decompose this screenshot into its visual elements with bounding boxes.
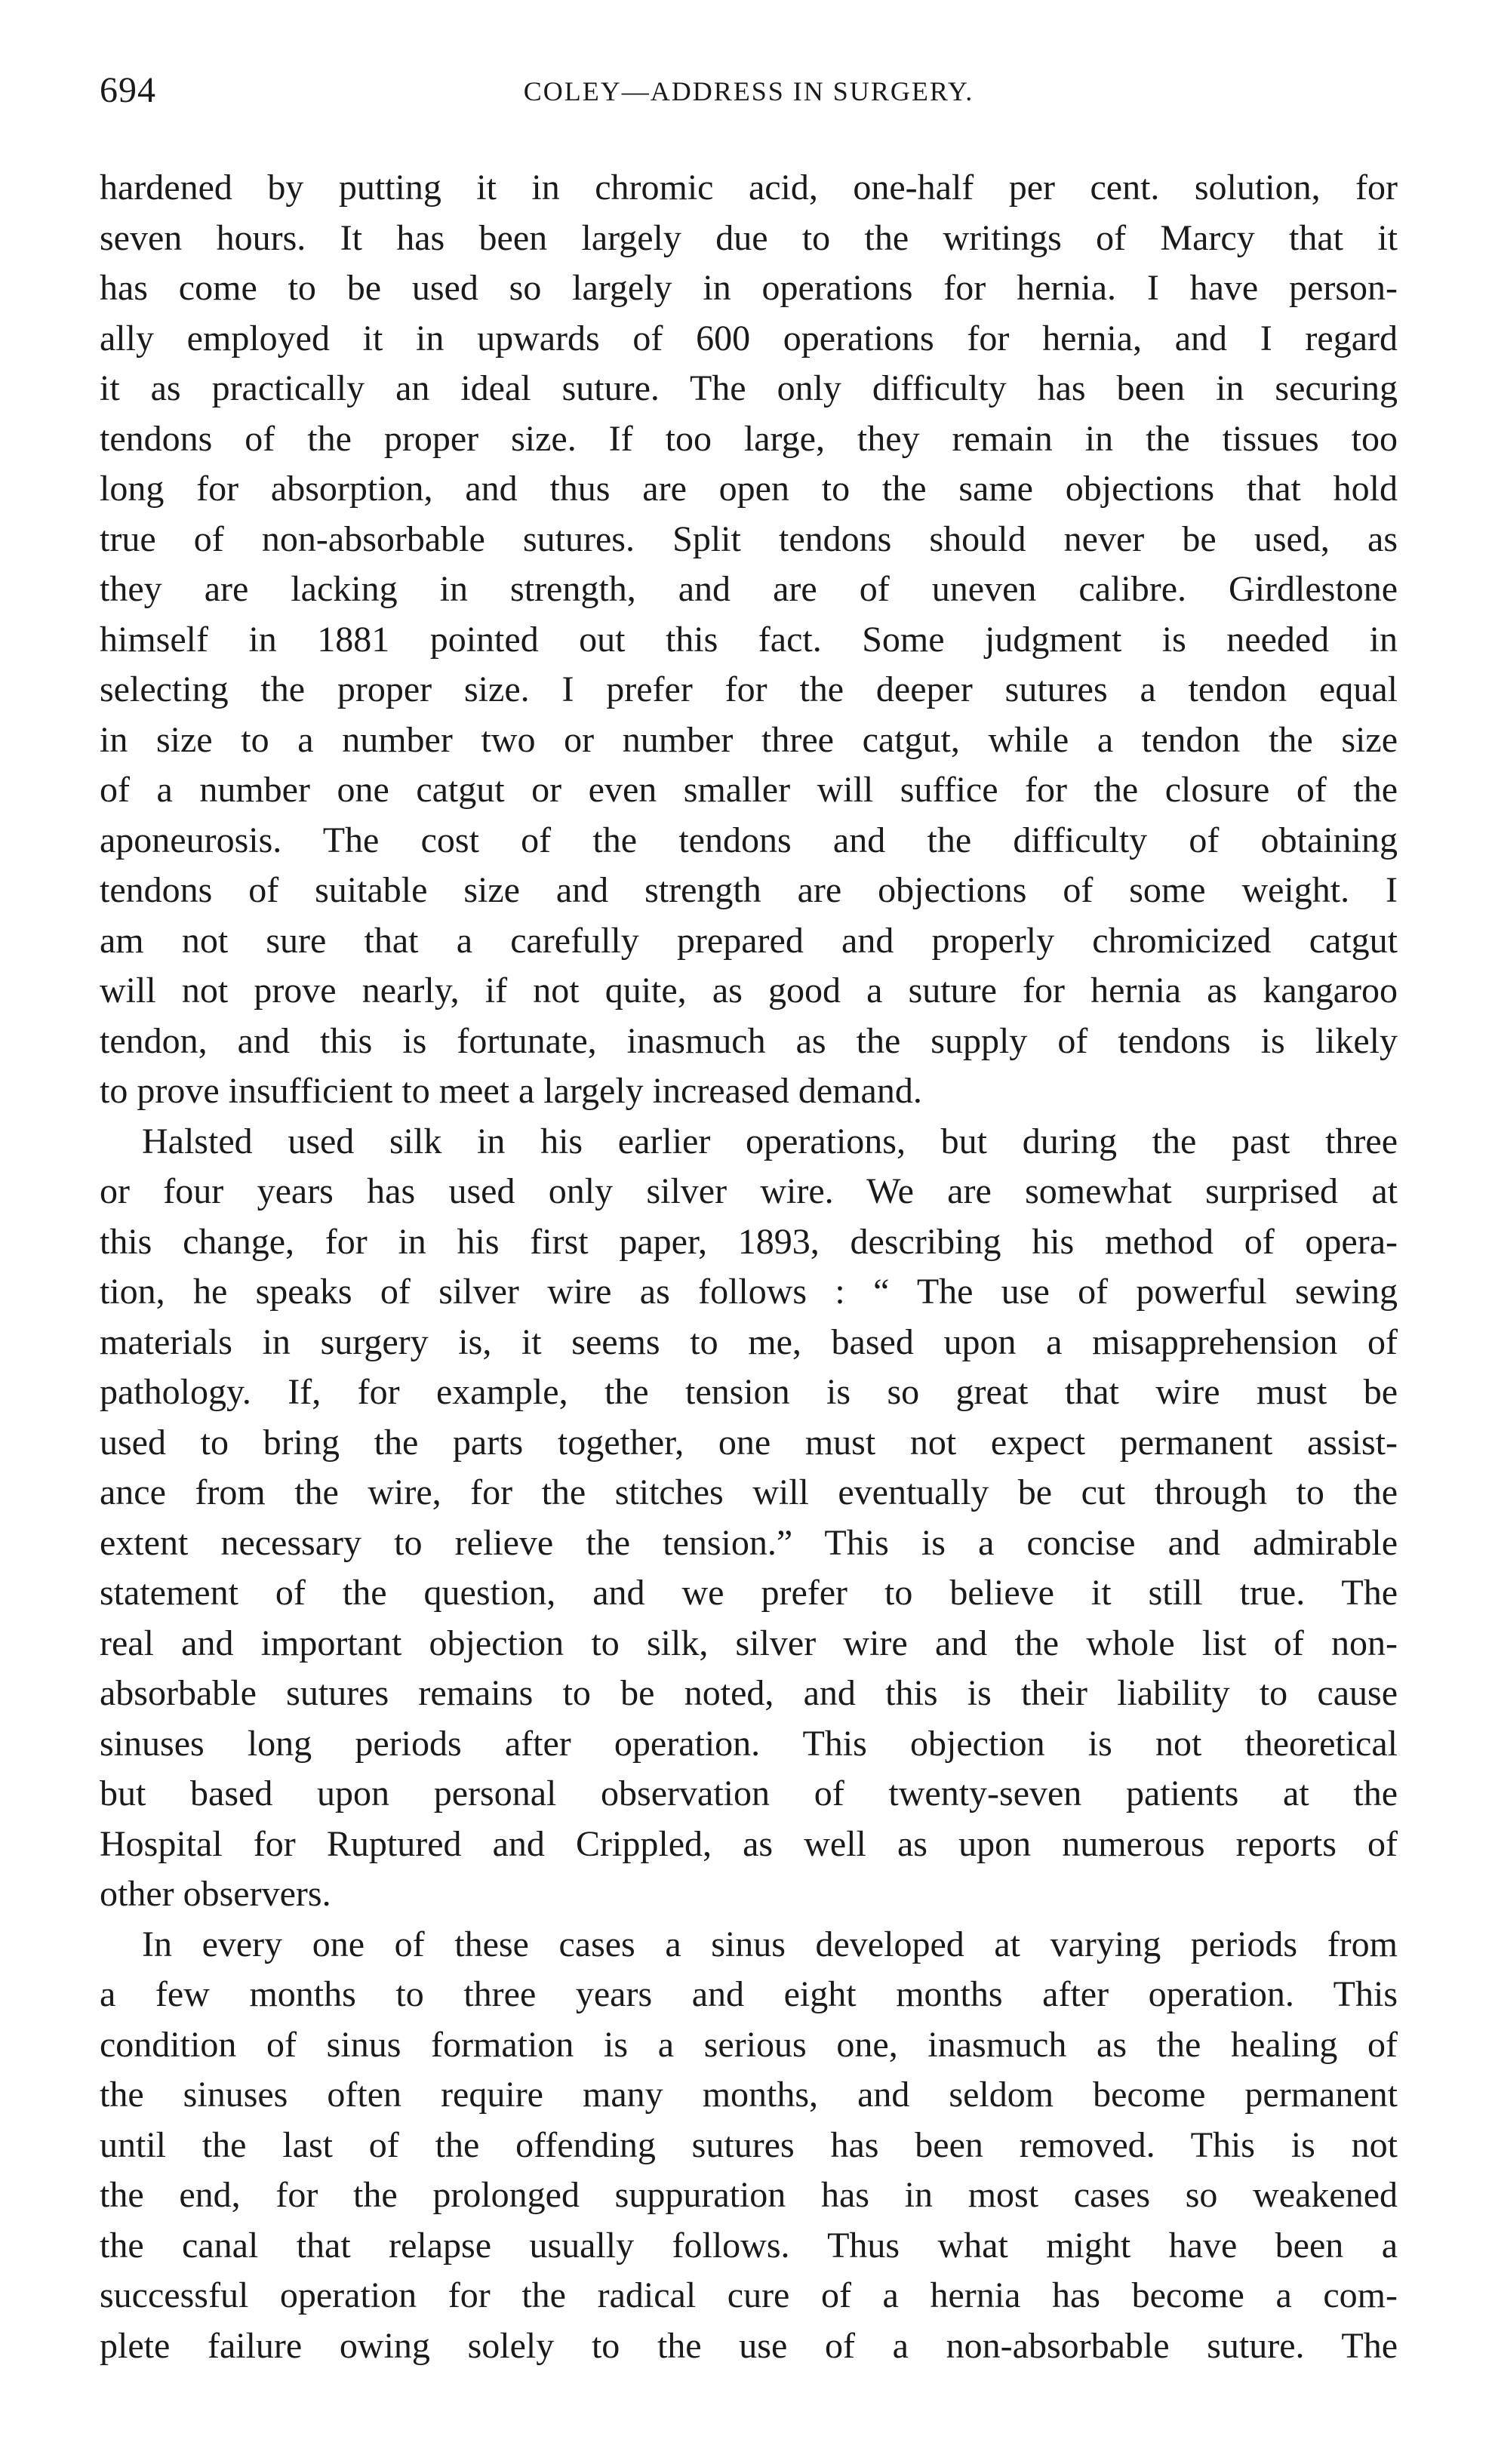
text-line: real and important objection to silk, silver wire and the whole list of non- <box>100 1623 1398 1663</box>
text-line: condition of sinus formation is a serious one, inasmuch as the healing of <box>100 2024 1398 2065</box>
text-line: extent necessary to relieve the tension.” This is a concise and admirable <box>100 1522 1398 1563</box>
paragraph <box>100 1117 1398 1920</box>
text-line: tendon, and this is fortunate, inasmuch as the supply of tendons is likely <box>100 1020 1398 1061</box>
text-line: statement of the question, and we prefer to believe it still true. The <box>100 1573 1398 1613</box>
text-line: plete failure owing solely to the use of a non-absorbable suture. The <box>100 2325 1398 2366</box>
text-line: to prove insufficient to meet a largely increased demand. <box>100 1071 922 1111</box>
text-line: this change, for in his first paper, 1893, describing his method of opera- <box>100 1221 1398 1262</box>
text-line: tendons of the proper size. If too large, they remain in the tissues too <box>100 418 1398 459</box>
text-line: but based upon personal observation of twenty-seven patients at the <box>100 1773 1398 1813</box>
text-line: tendons of suitable size and strength are objections of some weight. I <box>100 870 1398 910</box>
text-line: ance from the wire, for the stitches will eventually be cut through to the <box>100 1472 1398 1512</box>
text-line: himself in 1881 pointed out this fact. Some judgment is needed in <box>100 619 1398 660</box>
page-number: 694 <box>100 70 156 110</box>
text-line: long for absorption, and thus are open to the same objections that hold <box>100 469 1398 509</box>
text-line: or four years has used only silver wire. We are somewhat surprised at <box>100 1171 1398 1211</box>
text-line: they are lacking in strength, and are of uneven calibre. Girdlestone <box>100 569 1398 609</box>
text-line: in size to a number two or number three catgut, while a tendon the size <box>100 719 1398 760</box>
text-line: selecting the proper size. I prefer for the deeper sutures a tendon equal <box>100 669 1398 709</box>
text-line: sinuses long periods after operation. This objection is not theoretical <box>100 1723 1398 1764</box>
text-line: seven hours. It has been largely due to the writings of Marcy that it <box>100 217 1398 258</box>
text-line: used to bring the parts together, one must not expect permanent assist- <box>100 1422 1398 1463</box>
text-line: Hospital for Ruptured and Crippled, as well as upon numerous reports of <box>100 1823 1398 1864</box>
text-line: pathology. If, for example, the tension is so great that wire must be <box>100 1372 1398 1412</box>
text-line: it as practically an ideal suture. The only difficulty has been in securing <box>100 368 1398 408</box>
body-text <box>100 163 1398 2371</box>
text-line: true of non-absorbable sutures. Split tendons should never be used, as <box>100 518 1398 559</box>
text-line: aponeurosis. The cost of the tendons and the difficulty of obtaining <box>100 820 1398 860</box>
text-line: tion, he speaks of silver wire as follows : “ The use of powerful sewing <box>100 1272 1398 1312</box>
text-line: a few months to three years and eight months after operation. This <box>100 1974 1398 2014</box>
text-line: the canal that relapse usually follows. Thus what might have been a <box>100 2225 1398 2266</box>
text-line: absorbable sutures remains to be noted, and this is their liability to cause <box>100 1673 1398 1713</box>
text-line: am not sure that a carefully prepared and properly chromicized catgut <box>100 920 1398 961</box>
text-line: successful operation for the radical cure of a hernia has become a com- <box>100 2275 1398 2315</box>
text-line: of a number one catgut or even smaller will suffice for the closure of the <box>100 770 1398 810</box>
text-line: other observers. <box>100 1874 331 1914</box>
text-line: materials in surgery is, it seems to me, based upon a misapprehension of <box>100 1321 1398 1362</box>
text-line: will not prove nearly, if not quite, as good a suture for hernia as kangaroo <box>100 971 1398 1011</box>
text-line: hardened by putting it in chromic acid, one-half per cent. solution, for <box>100 168 1398 208</box>
paragraph <box>100 1920 1398 2372</box>
text-line: has come to be used so largely in operations for hernia. I have person- <box>100 268 1398 308</box>
text-line: the end, for the prolonged suppuration has in most cases so weakened <box>100 2175 1398 2215</box>
text-line: Halsted used silk in his earlier operations, but during the past three <box>142 1121 1398 1161</box>
text-line: In every one of these cases a sinus developed at varying periods from <box>142 1924 1398 1964</box>
page-header <box>100 69 1398 115</box>
running-head: COLEY—ADDRESS IN SURGERY. <box>523 76 974 106</box>
text-line: until the last of the offending sutures has been removed. This is not <box>100 2124 1398 2165</box>
paragraph <box>100 163 1398 1117</box>
text-line: the sinuses often require many months, and seldom become permanent <box>100 2075 1398 2115</box>
text-line: ally employed it in upwards of 600 operations for hernia, and I regard <box>100 318 1398 358</box>
